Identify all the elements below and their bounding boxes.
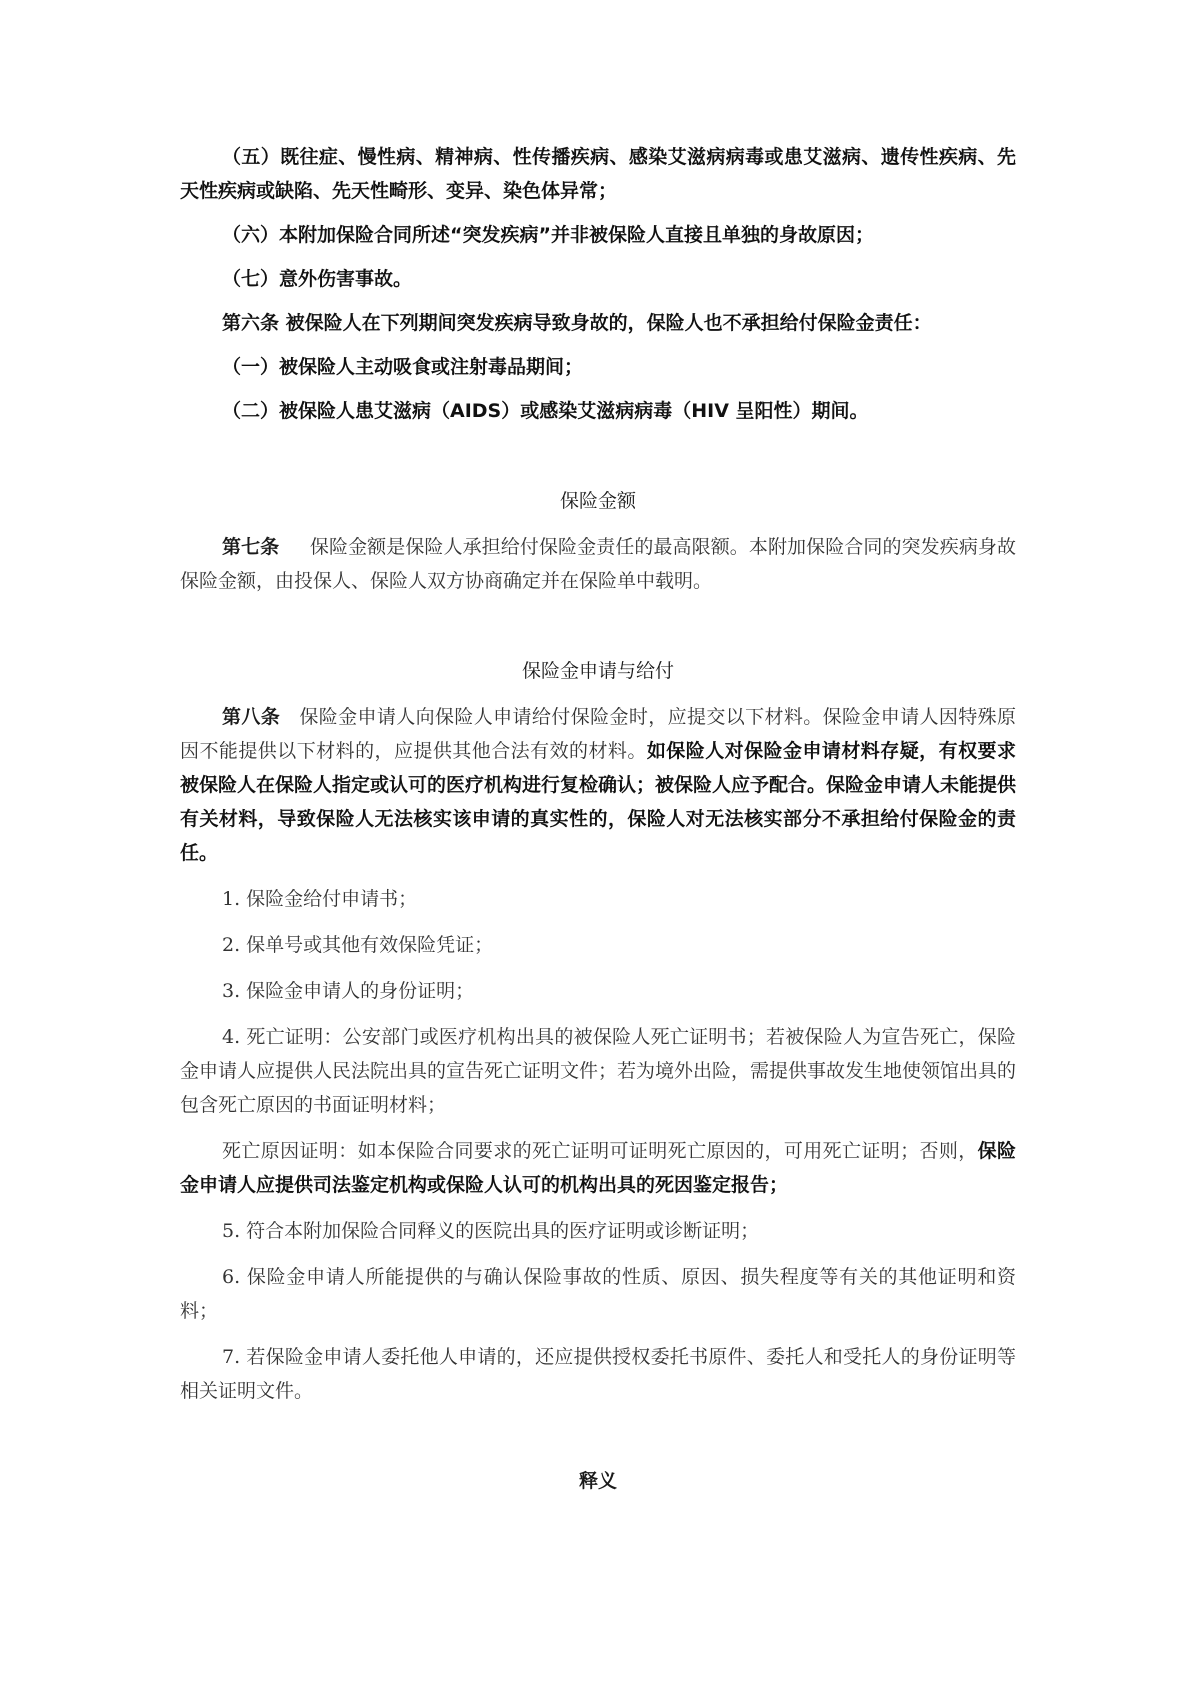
section-heading-claim: 保险金申请与给付 xyxy=(521,660,674,682)
death-cause-text-regular: 死亡原因证明：如本保险合同要求的死亡证明可证明死亡原因的，可用死亡证明；否则， xyxy=(222,1140,978,1162)
claim-material-5: 5. 符合本附加保险合同释义的医院出具的医疗证明或诊断证明； xyxy=(222,1220,760,1242)
article-8-text-bold: 如保险人对保险金申请材料存疑，有权要求被保险人在保险人指定或认可的医疗机构进行复检确认；被保险人应予配合。保险金申请人未能提供有关材料，导致保险人无法核实该申请的真实性的，保险人对无法核实部分不承担给付保险金的责任。 xyxy=(180,740,1017,864)
article-8-label: 第八条 xyxy=(222,706,281,728)
article-6: 第六条 被保险人在下列期间突发疾病导致身故的，保险人也不承担给付保险金责任： xyxy=(222,312,932,334)
document-page xyxy=(180,140,1016,1498)
death-cause-proof xyxy=(180,1134,1016,1202)
article-8-text-regular: 保险金申请人向保险人申请给付保险金时，应提交以下材料。保险金申请人因特殊原因不能提供以下材料的，应提供其他合法有效的材料。 xyxy=(180,706,1016,762)
section-heading-definitions: 释义 xyxy=(578,1470,617,1492)
article-7-label: 第七条 xyxy=(222,536,280,558)
claim-material-4: 4. 死亡证明：公安部门或医疗机构出具的被保险人死亡证明书；若被保险人为宣告死亡，保险金申请人应提供人民法院出具的宣告死亡证明文件；若为境外出险，需提供事故发生地使领馆出具的包含死亡原因的书面证明材料； xyxy=(180,1026,1017,1116)
exclusion-item-5: （五）既往症、慢性病、精神病、性传播疾病、感染艾滋病病毒或患艾滋病、遗传性疾病、先天性疾病或缺陷、先天性畸形、变异、染色体异常； xyxy=(180,146,1016,202)
article-6-item-1: （一）被保险人主动吸食或注射毒品期间； xyxy=(222,356,584,378)
claim-material-1: 1. 保险金给付申请书； xyxy=(222,888,418,910)
article-6-item-2: （二）被保险人患艾滋病（AIDS）或感染艾滋病病毒（HIV 呈阳性）期间。 xyxy=(222,400,869,422)
article-7 xyxy=(180,530,1016,598)
death-cause-text-bold: 保险金申请人应提供司法鉴定机构或保险人认可的机构出具的死因鉴定报告； xyxy=(180,1140,1016,1196)
exclusion-item-6: （六）本附加保险合同所述“突发疾病”并非被保险人直接且单独的身故原因； xyxy=(222,224,874,246)
claim-material-2: 2. 保单号或其他有效保险凭证； xyxy=(222,934,494,956)
claim-material-3: 3. 保险金申请人的身份证明； xyxy=(222,980,475,1002)
claim-material-6: 6. 保险金申请人所能提供的与确认保险事故的性质、原因、损失程度等有关的其他证明和资料； xyxy=(180,1266,1016,1322)
article-8 xyxy=(180,700,1016,870)
section-heading-amount: 保险金额 xyxy=(559,490,636,512)
article-7-text: 保险金额是保险人承担给付保险金责任的最高限额。本附加保险合同的突发疾病身故保险金额，由投保人、保险人双方协商确定并在保险单中载明。 xyxy=(180,536,1016,592)
exclusion-item-7: （七）意外伤害事故。 xyxy=(222,268,413,290)
claim-material-7: 7. 若保险金申请人委托他人申请的，还应提供授权委托书原件、委托人和受托人的身份证明等相关证明文件。 xyxy=(180,1346,1016,1402)
